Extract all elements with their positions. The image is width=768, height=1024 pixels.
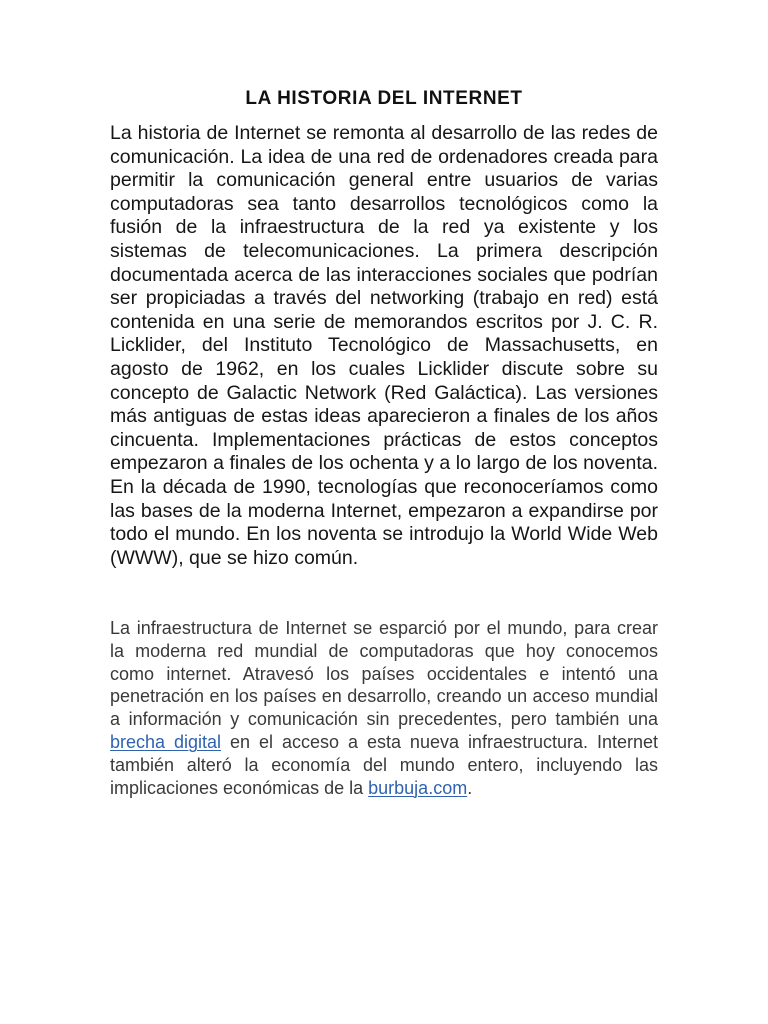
paragraph-history: La historia de Internet se remonta al desarrollo de las redes de comunicación. La idea de una red de ordenadores creada para permitir la comunicación general entre usuarios de varias computadoras sea tanto desarrollos tecnológicos como la fusión de la infraestructura de la red ya existente y los sistemas de telecomunicaciones. La primera descripción documentada acerca de las interacciones sociales que podrían ser propiciadas a través del networking (trabajo en red) está contenida en una serie de memorandos escritos por J. C. R. Licklider, del Instituto Tecnológico de Massachusetts, en agosto de 1962, en los cuales Licklider discute sobre su concepto de Galactic Network (Red Galáctica). Las versiones más antiguas de estas ideas aparecieron a finales de los años cincuenta. Implementaciones prácticas de estos conceptos empezaron a finales de los ochenta y a lo largo de los noventa. En la década de 1990, tecnologías que reconoceríamos como las bases de la moderna Internet, empezaron a expandirse por todo el mundo. En los noventa se introdujo la World Wide Web (WWW), que se hizo común. (110, 122, 658, 569)
paragraph-text-part: en el acceso a esta nueva infraestructura. Internet también alteró la economía del mundo entero, incluyendo las implicaciones económicas de la (110, 731, 658, 798)
paragraph-infrastructure (110, 617, 658, 799)
link-burbuja-com[interactable]: burbuja.com (368, 777, 468, 798)
page-title: LA HISTORIA DEL INTERNET (245, 88, 523, 109)
paragraph-text-part: La infraestructura de Internet se esparció por el mundo, para crear la moderna red mundial de computadoras que hoy conocemos como internet. Atravesó los países occidentales e intentó una penetración en los países en desarrollo, creando un acceso mundial a información y comunicación sin precedentes, pero también una (110, 618, 658, 730)
link-brecha-digital[interactable]: brecha digital (110, 731, 222, 752)
paragraph-text-part: . (467, 777, 473, 798)
